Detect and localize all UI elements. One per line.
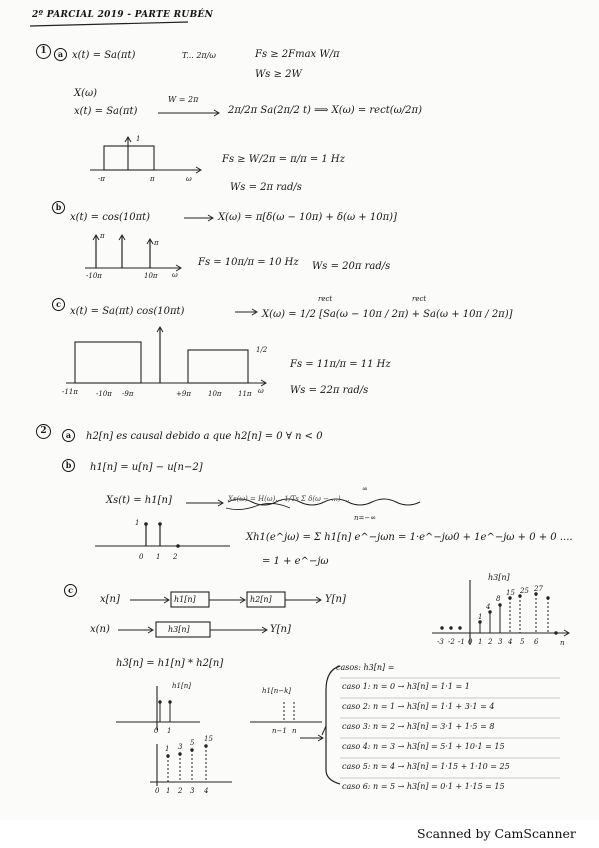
- ex1a-scratch: T... 2π/ω: [182, 51, 216, 60]
- plot3-tick: 4: [204, 787, 209, 795]
- ex2b-sum-bottom: n=−∞: [354, 514, 377, 522]
- ex1c-tick: +9π: [176, 390, 191, 398]
- h3-axis-tick: -1: [458, 638, 465, 646]
- case-item: caso 1: n = 0 → h3[n] = 1·1 = 1: [342, 682, 470, 691]
- ex1c-ws: Ws = 22π rad/s: [290, 385, 369, 396]
- h3-axis-tick: -2: [448, 638, 455, 646]
- ex1a-plot-neg: -π: [98, 175, 105, 183]
- ex1c-result: X(ω) = 1/2 [Sa(ω − 10π / 2π) + Sa(ω + 10π / 2π)]: [262, 309, 513, 320]
- h3-axis-tick: n: [560, 639, 565, 647]
- ex1a-above-label: X(ω): [74, 88, 98, 99]
- ex1c-tick: -9π: [122, 390, 134, 398]
- ex2c-label: c: [64, 584, 77, 597]
- h3-axis-tick: -3: [437, 638, 444, 646]
- cascade-output: Y[n]: [325, 594, 346, 605]
- scanner-watermark: Scanned by CamScanner: [417, 826, 576, 841]
- ex2a-causal: h2[n] es causal debido a que h2[n] = 0 ∀ n < 0: [86, 431, 323, 442]
- plot-h1-tick: 1: [167, 727, 172, 735]
- ex1c-tick: 10π: [208, 390, 222, 398]
- ex1c-half: 1/2: [256, 346, 268, 354]
- ex1a-transform: 2π/2π Sa(2π/2 t) ⟹ X(ω) = rect(ω/2π): [228, 105, 422, 116]
- ex2b-tick: 1: [156, 553, 161, 561]
- plot3-tick: 1: [166, 787, 171, 795]
- h3-plot-title: h3[n]: [488, 573, 510, 582]
- h3-axis-tick: 1: [478, 638, 483, 646]
- exercise-2-number: 2: [36, 424, 51, 439]
- h3-value: 15: [506, 589, 515, 597]
- ex1a-fs: Fs ≥ W/2π = π/π = 1 Hz: [222, 154, 345, 165]
- plot3-tick: 0: [155, 787, 160, 795]
- ex1b-result: X(ω) = π[δ(ω − 10π) + δ(ω + 10π)]: [218, 212, 397, 223]
- ex1a-w-eq: W = 2π: [168, 95, 199, 104]
- ex1c-tick: 11π: [238, 390, 252, 398]
- plot3-value: 15: [204, 735, 213, 743]
- cascade-input: x[n]: [100, 594, 120, 605]
- ex1b-pi-2: π: [154, 239, 159, 247]
- case-item: caso 3: n = 2 → h3[n] = 3·1 + 1·5 = 8: [342, 722, 495, 731]
- case-item: caso 4: n = 3 → h3[n] = 5·1 + 10·1 = 15: [342, 742, 505, 751]
- ex2b-label: b: [62, 459, 75, 472]
- ex1b-signal: x(t) = cos(10πt): [70, 212, 151, 223]
- ex2a-label: a: [62, 429, 75, 442]
- ex1c-rect-1: rect: [318, 295, 333, 303]
- ex1b-pi-1: π: [100, 232, 105, 240]
- ex1b-label: b: [52, 201, 65, 214]
- ex2b-tick: 0: [139, 553, 144, 561]
- equiv-input: x(n): [90, 624, 110, 635]
- ex1a-signal-2: x(t) = Sa(πt): [74, 106, 138, 117]
- ex1b-ws: Ws = 20π rad/s: [312, 261, 391, 272]
- plot3-tick: 2: [178, 787, 183, 795]
- h3-value: 1: [478, 613, 483, 621]
- plot-h1-tick: 0: [154, 727, 159, 735]
- ex1c-omega: ω: [258, 387, 264, 395]
- ex1a-fs-rule: Fs ≥ 2Fmax W/π: [255, 49, 340, 60]
- ex1b-omega: ω: [172, 271, 178, 279]
- cascade-box-h2: h2[n]: [250, 595, 272, 604]
- case-item: caso 6: n = 5 → h3[n] = 0·1 + 1·15 = 15: [342, 782, 505, 791]
- ex1c-label: c: [52, 298, 65, 311]
- ex1c-signal: x(t) = Sa(πt) cos(10πt): [70, 306, 185, 317]
- cases-title: casos: h3[n] =: [336, 663, 395, 672]
- h3-axis-tick: 0: [468, 638, 473, 646]
- ex1c-tick: -11π: [62, 388, 78, 396]
- h3-value: 8: [496, 595, 501, 603]
- plot3-tick: 3: [190, 787, 195, 795]
- cascade-box-h1: h1[n]: [174, 595, 196, 604]
- plot-h1-shift-label: h1[n−k]: [262, 687, 292, 695]
- exercise-1-number: 1: [36, 44, 51, 59]
- h3-axis-tick: 2: [488, 638, 493, 646]
- ex2b-h1: h1[n] = u[n] − u[n−2]: [90, 462, 203, 473]
- ex1a-label: a: [54, 48, 67, 61]
- h3-value: 4: [486, 603, 491, 611]
- page-title: 2º PARCIAL 2019 - PARTE RUBÉN: [32, 10, 214, 20]
- plot-h1-shift-tick: n: [292, 727, 297, 735]
- plot-h1-shift-tick: n−1: [272, 727, 287, 735]
- h3-axis-tick: 5: [520, 638, 525, 646]
- h3-axis-tick: 3: [498, 638, 503, 646]
- case-item: caso 5: n = 4 → h3[n] = 1·15 + 1·10 = 25: [342, 762, 510, 771]
- ex1a-plot-one: 1: [136, 135, 141, 143]
- ex2b-dtft-2: = 1 + e^−jω: [262, 556, 329, 567]
- h3-axis-tick: 4: [508, 638, 513, 646]
- ex1a-signal: x(t) = Sa(πt): [72, 50, 136, 61]
- h3-axis-tick: 6: [534, 638, 539, 646]
- ex2b-tick: 2: [173, 553, 178, 561]
- ex1a-plot-omega: ω: [186, 175, 192, 183]
- plot3-value: 3: [178, 743, 183, 751]
- ex1a-plot-pos: π: [150, 175, 155, 183]
- ex1c-fs: Fs = 11π/π = 11 Hz: [290, 359, 391, 370]
- ex1c-tick: -10π: [96, 390, 112, 398]
- ex2b-stem-one: 1: [135, 519, 140, 527]
- equiv-output: Y[n]: [270, 624, 291, 635]
- ex1a-ws: Ws = 2π rad/s: [230, 182, 302, 193]
- h3-value: 25: [520, 587, 529, 595]
- equiv-box-h3: h3[n]: [168, 625, 190, 634]
- plot-h1-label: h1[n]: [172, 682, 191, 690]
- ex2b-sum-top: ∞: [362, 485, 368, 493]
- plot3-value: 5: [190, 739, 195, 747]
- h3-value: 27: [534, 585, 543, 593]
- ex2b-dtft: Xh1(e^jω) = Σ h1[n] e^−jωn = 1·e^−jω0 + 1e^−jω + 0 + 0 ....: [246, 532, 573, 543]
- ex1a-ws-rule: Ws ≥ 2W: [255, 69, 302, 80]
- ex1c-rect-2: rect: [412, 295, 427, 303]
- plot3-value: 1: [165, 745, 170, 753]
- ex2b-xs: Xs(t) = h1[n]: [106, 495, 172, 506]
- convolution-eq: h3[n] = h1[n] * h2[n]: [116, 658, 224, 669]
- case-item: caso 2: n = 1 → h3[n] = 1·1 + 3·1 = 4: [342, 702, 495, 711]
- ex2b-crossed: Xs(ω) = H(ω)... 1/Ts Σ δ(ω − ...) ...: [228, 495, 350, 503]
- ex1b-fs: Fs = 10π/π = 10 Hz: [198, 257, 299, 268]
- ex1b-pos-tick: 10π: [144, 272, 158, 280]
- ex1b-neg-tick: -10π: [86, 272, 102, 280]
